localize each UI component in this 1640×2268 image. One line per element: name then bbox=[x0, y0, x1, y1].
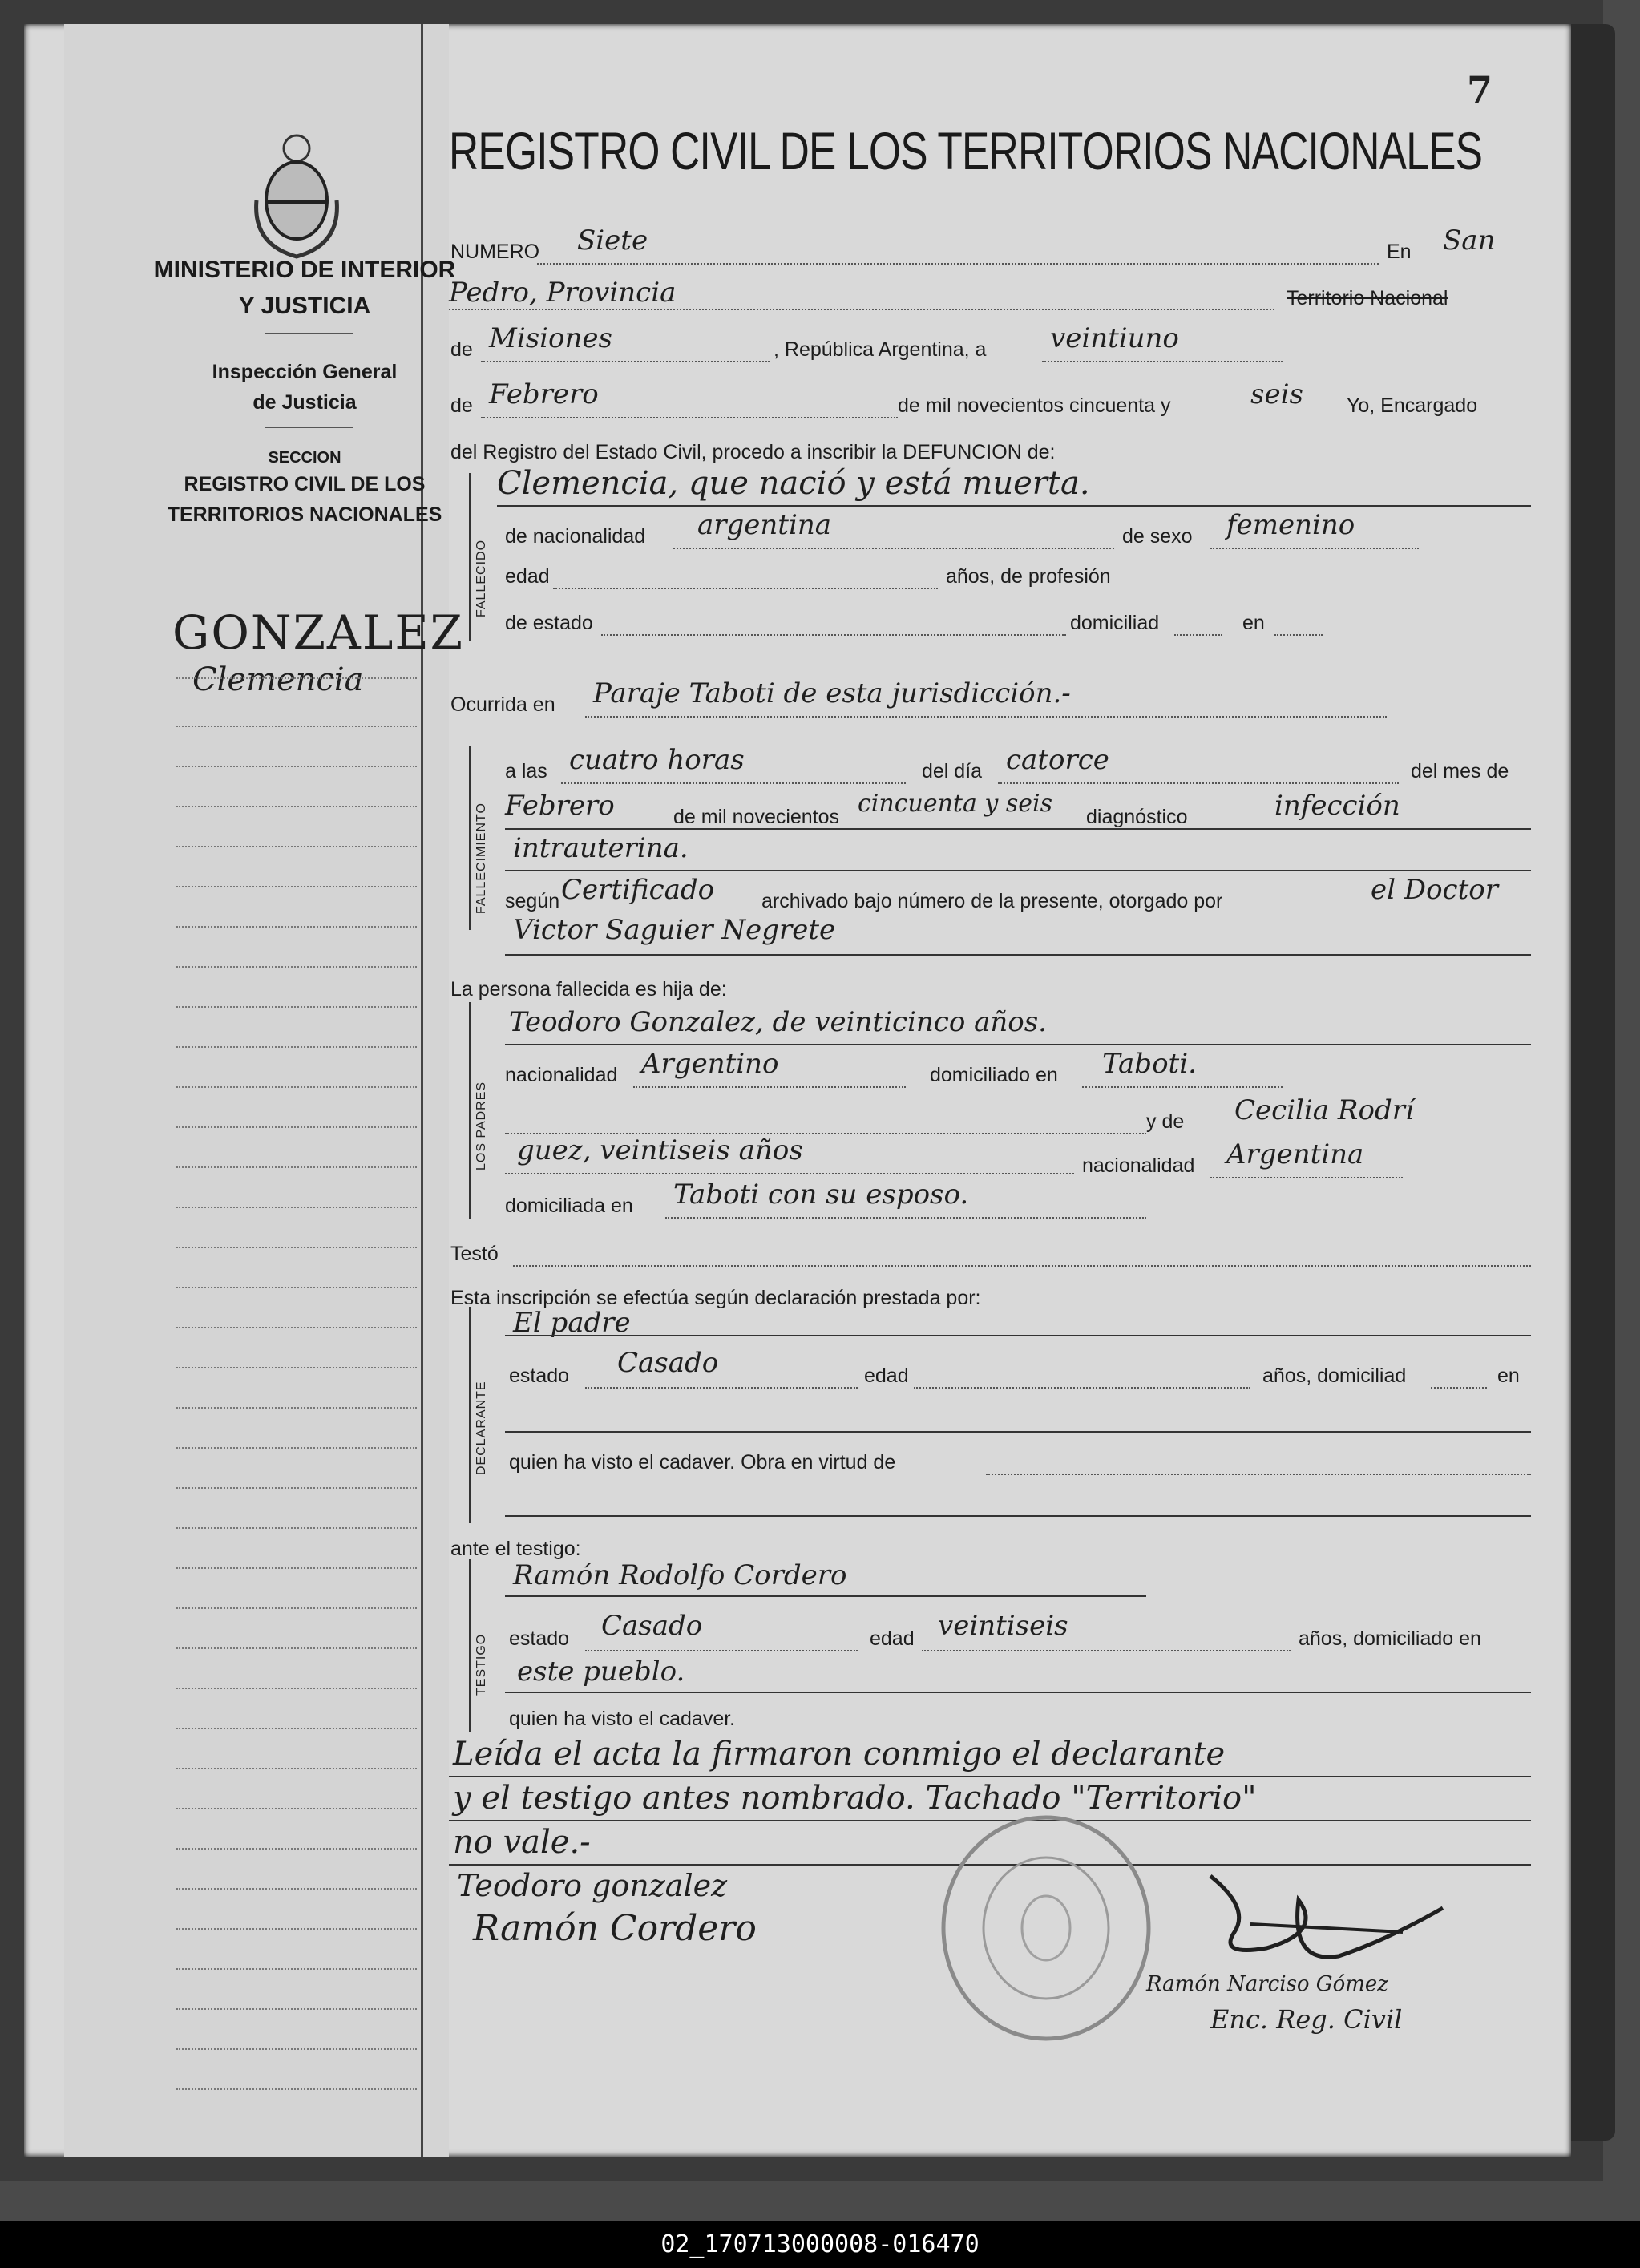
padres-side-label: LOS PADRES bbox=[475, 1081, 488, 1170]
testo-line bbox=[513, 1265, 1531, 1267]
madre-value-1: Cecilia Rodrí bbox=[1234, 1094, 1414, 1126]
edad-label: edad bbox=[505, 565, 550, 588]
encargado-title: Enc. Reg. Civil bbox=[1210, 2004, 1403, 2035]
ministry-line2: Y JUSTICIA bbox=[238, 293, 371, 319]
nac-padre-line bbox=[633, 1086, 906, 1088]
margin-surname: GONZALEZ bbox=[172, 605, 464, 660]
en2-label: en bbox=[1242, 612, 1265, 634]
territorio-label bbox=[1287, 287, 1448, 310]
mes-value: Febrero bbox=[489, 378, 599, 410]
nacionalidad-label: de nacionalidad bbox=[505, 525, 646, 548]
margin-given-name: Clemencia bbox=[192, 661, 364, 698]
en2-line bbox=[1274, 634, 1323, 636]
register-page bbox=[24, 24, 1571, 2157]
line2-handwriting: Pedro, Provincia bbox=[449, 277, 677, 309]
image-id-footer: 02_170713000008-016470 bbox=[0, 2221, 1640, 2268]
inspeccion-line2: de Justicia bbox=[252, 391, 357, 414]
sexo-value: femenino bbox=[1226, 509, 1355, 541]
closing-line-2: y el testigo antes nombrado. Tachado "Territorio" bbox=[453, 1780, 1257, 1817]
segun-label: según bbox=[505, 890, 560, 912]
closing-line-3: no vale.- bbox=[453, 1824, 591, 1861]
provincia-value: Misiones bbox=[489, 322, 612, 354]
estado-test-value: Casado bbox=[601, 1610, 703, 1642]
doctor-line bbox=[505, 954, 1531, 956]
nac-madre-value: Argentina bbox=[1226, 1138, 1364, 1170]
estado-decl-line bbox=[585, 1387, 858, 1389]
territorio-struck-label: Territorio Nacional bbox=[1287, 287, 1448, 309]
inspeccion-rule bbox=[265, 427, 353, 428]
anios-domic2-label: años, domiciliado en bbox=[1299, 1627, 1481, 1650]
testigo-label: ante el testigo: bbox=[450, 1538, 581, 1560]
testo-label: Testó bbox=[450, 1243, 499, 1265]
fallecido-side-label: FALLECIDO bbox=[475, 539, 488, 617]
estado-decl-label: estado bbox=[509, 1364, 570, 1387]
dia-value: veintiuno bbox=[1050, 322, 1179, 354]
sexo-label: de sexo bbox=[1122, 525, 1193, 548]
ocurrida-label: Ocurrida en bbox=[450, 693, 555, 716]
domiciliad-label: domiciliad bbox=[1070, 612, 1160, 634]
nac-madre-line bbox=[1210, 1177, 1403, 1178]
numero-value: Siete bbox=[577, 224, 648, 257]
anio-label: de mil novecientos cincuenta y bbox=[898, 394, 1171, 417]
madre-value-2: guez, veintiseis años bbox=[517, 1134, 803, 1166]
ministry-line1: MINISTERIO DE INTERIOR bbox=[153, 257, 456, 283]
domic-padre-label: domiciliado en bbox=[930, 1064, 1058, 1086]
diagnostico-value-1: infección bbox=[1274, 790, 1400, 822]
sexo-line bbox=[1210, 548, 1419, 549]
registro-line1: REGISTRO CIVIL DE LOS bbox=[184, 473, 426, 495]
diagnostico-line-2 bbox=[505, 870, 1531, 871]
en-label: En bbox=[1387, 241, 1412, 263]
closing-line-1: Leída el acta la firmaron conmigo el declarante bbox=[453, 1736, 1226, 1773]
visto2-label: quien ha visto el cadaver. bbox=[509, 1708, 736, 1730]
madre-line bbox=[505, 1173, 1074, 1174]
anio-fallec-value: cincuenta y seis bbox=[858, 790, 1053, 818]
mes-fallec-value: Febrero bbox=[505, 790, 615, 822]
domic-madre-line bbox=[665, 1217, 1146, 1219]
edad-test-label: edad bbox=[870, 1627, 915, 1650]
fallecido-name-line bbox=[497, 505, 1531, 507]
visto-label: quien ha visto el cadaver. Obra en virtud de bbox=[509, 1451, 896, 1474]
ministry-rule bbox=[265, 333, 353, 334]
inscripcion-label: Esta inscripción se efectúa según declaración prestada por: bbox=[450, 1287, 981, 1309]
domiciliad-line bbox=[1174, 634, 1222, 636]
ocurrida-line bbox=[585, 716, 1387, 718]
diagnostico-label: diagnóstico bbox=[1086, 806, 1188, 828]
page-title: REGISTRO CIVIL DE LOS TERRITORIOS NACIONALES bbox=[449, 121, 1483, 180]
en3-label: en bbox=[1497, 1364, 1520, 1387]
left-margin-column bbox=[64, 24, 449, 2157]
seccion-label: SECCION bbox=[268, 449, 341, 467]
declarante-end-line bbox=[505, 1515, 1531, 1517]
archivado-label: archivado bajo número de la presente, otorgado por bbox=[761, 890, 1223, 912]
de-label: de bbox=[450, 338, 473, 361]
nac-padre-label: nacionalidad bbox=[505, 1064, 618, 1086]
del-dia-label: del día bbox=[922, 760, 983, 782]
ocurrida-value: Paraje Taboti de esta jurisdicción.- bbox=[593, 677, 1071, 710]
hora-line bbox=[561, 782, 906, 784]
certificado-value: Certificado bbox=[561, 874, 715, 906]
nacionalidad-line bbox=[673, 548, 1114, 549]
dia-fallec-line bbox=[998, 782, 1399, 784]
coat-of-arms-icon bbox=[248, 124, 345, 261]
republica-label: , República Argentina, a bbox=[774, 338, 987, 361]
edad-decl-label: edad bbox=[864, 1364, 909, 1387]
visto-line bbox=[986, 1474, 1531, 1475]
column-divider bbox=[421, 24, 423, 2157]
domic-decl-line bbox=[1431, 1387, 1487, 1389]
declarante-value: El padre bbox=[513, 1307, 631, 1339]
otorgado-value: el Doctor bbox=[1371, 874, 1498, 906]
domic-test-value: este pueblo. bbox=[517, 1656, 685, 1688]
mes-line bbox=[481, 417, 898, 418]
fallecido-name: Clemencia, que nació y está muerta. bbox=[497, 465, 1090, 502]
declarante-side-label: DECLARANTE bbox=[475, 1381, 488, 1475]
edad-test-line bbox=[922, 1650, 1291, 1651]
declarante-line bbox=[505, 1335, 1531, 1336]
anios-profesion-label: años, de profesión bbox=[946, 565, 1111, 588]
del-mes-label: del mes de bbox=[1411, 760, 1509, 782]
domic-test-line bbox=[505, 1692, 1531, 1693]
edad-test-value: veintiseis bbox=[938, 1610, 1068, 1642]
estado-line bbox=[601, 634, 1066, 636]
encargado-name: Ramón Narciso Gómez bbox=[1146, 1972, 1388, 1996]
anios-domic-label: años, domiciliad bbox=[1262, 1364, 1407, 1387]
estado-label: de estado bbox=[505, 612, 593, 634]
declarante-blank-line bbox=[505, 1431, 1531, 1433]
diagnostico-value-2: intrauterina. bbox=[513, 832, 689, 864]
edad-decl-line bbox=[914, 1387, 1250, 1389]
de2-label: de bbox=[450, 394, 473, 417]
estado-test-label: estado bbox=[509, 1627, 570, 1650]
estado-test-line bbox=[585, 1650, 858, 1651]
nac-madre-label: nacionalidad bbox=[1082, 1154, 1195, 1177]
y-de-label: y de bbox=[1146, 1110, 1185, 1133]
domic-madre-value: Taboti con su esposo. bbox=[673, 1178, 969, 1211]
estado-decl-value: Casado bbox=[617, 1347, 719, 1379]
testigo-line bbox=[505, 1595, 1146, 1597]
en-value: San bbox=[1443, 224, 1496, 257]
fallecimiento-side-label: FALLECIMIENTO bbox=[475, 802, 488, 914]
domic-madre-label: domiciliada en bbox=[505, 1195, 633, 1217]
dia-line bbox=[1042, 361, 1283, 362]
numero-label: NUMERO bbox=[450, 241, 540, 263]
domic-padre-value: Taboti. bbox=[1102, 1048, 1197, 1080]
closing-line-1-rule bbox=[449, 1776, 1531, 1777]
registro-line2: TERRITORIOS NACIONALES bbox=[167, 503, 442, 526]
testigo-side-label: TESTIGO bbox=[475, 1633, 488, 1696]
numero-line bbox=[537, 263, 1379, 265]
hora-value: cuatro horas bbox=[569, 744, 745, 776]
padre-line bbox=[505, 1044, 1531, 1045]
hija-label: La persona fallecida es hija de: bbox=[450, 978, 727, 1001]
nac-padre-value: Argentino bbox=[641, 1048, 779, 1080]
official-stamp-icon bbox=[938, 1812, 1154, 2044]
inspeccion-line1: Inspección General bbox=[212, 361, 398, 383]
anio-value: seis bbox=[1250, 378, 1303, 410]
line2-line bbox=[449, 309, 1274, 310]
registro-label: del Registro del Estado Civil, procedo a inscribir la DEFUNCION de: bbox=[450, 441, 1056, 463]
signature-declarante: Teodoro gonzalez bbox=[457, 1868, 728, 1903]
provincia-line bbox=[481, 361, 770, 362]
anio-fallec-label: de mil novecientos bbox=[673, 806, 840, 828]
diagnostico-line bbox=[505, 828, 1531, 830]
encargado-signature-scribble bbox=[1202, 1860, 1459, 1980]
doctor-value: Victor Saguier Negrete bbox=[513, 914, 836, 946]
page-number: 7 bbox=[1467, 68, 1493, 111]
edad-line bbox=[553, 588, 938, 589]
a-las-label: a las bbox=[505, 760, 547, 782]
yo-label: Yo, Encargado bbox=[1347, 394, 1478, 417]
padre-value: Teodoro Gonzalez, de veinticinco años. bbox=[509, 1006, 1047, 1038]
nacionalidad-value: argentina bbox=[697, 509, 832, 541]
dia-fallec-value: catorce bbox=[1006, 744, 1109, 776]
domic-padre-line bbox=[1082, 1086, 1283, 1088]
signature-testigo: Ramón Cordero bbox=[473, 1908, 757, 1949]
testigo-value: Ramón Rodolfo Cordero bbox=[513, 1559, 847, 1591]
